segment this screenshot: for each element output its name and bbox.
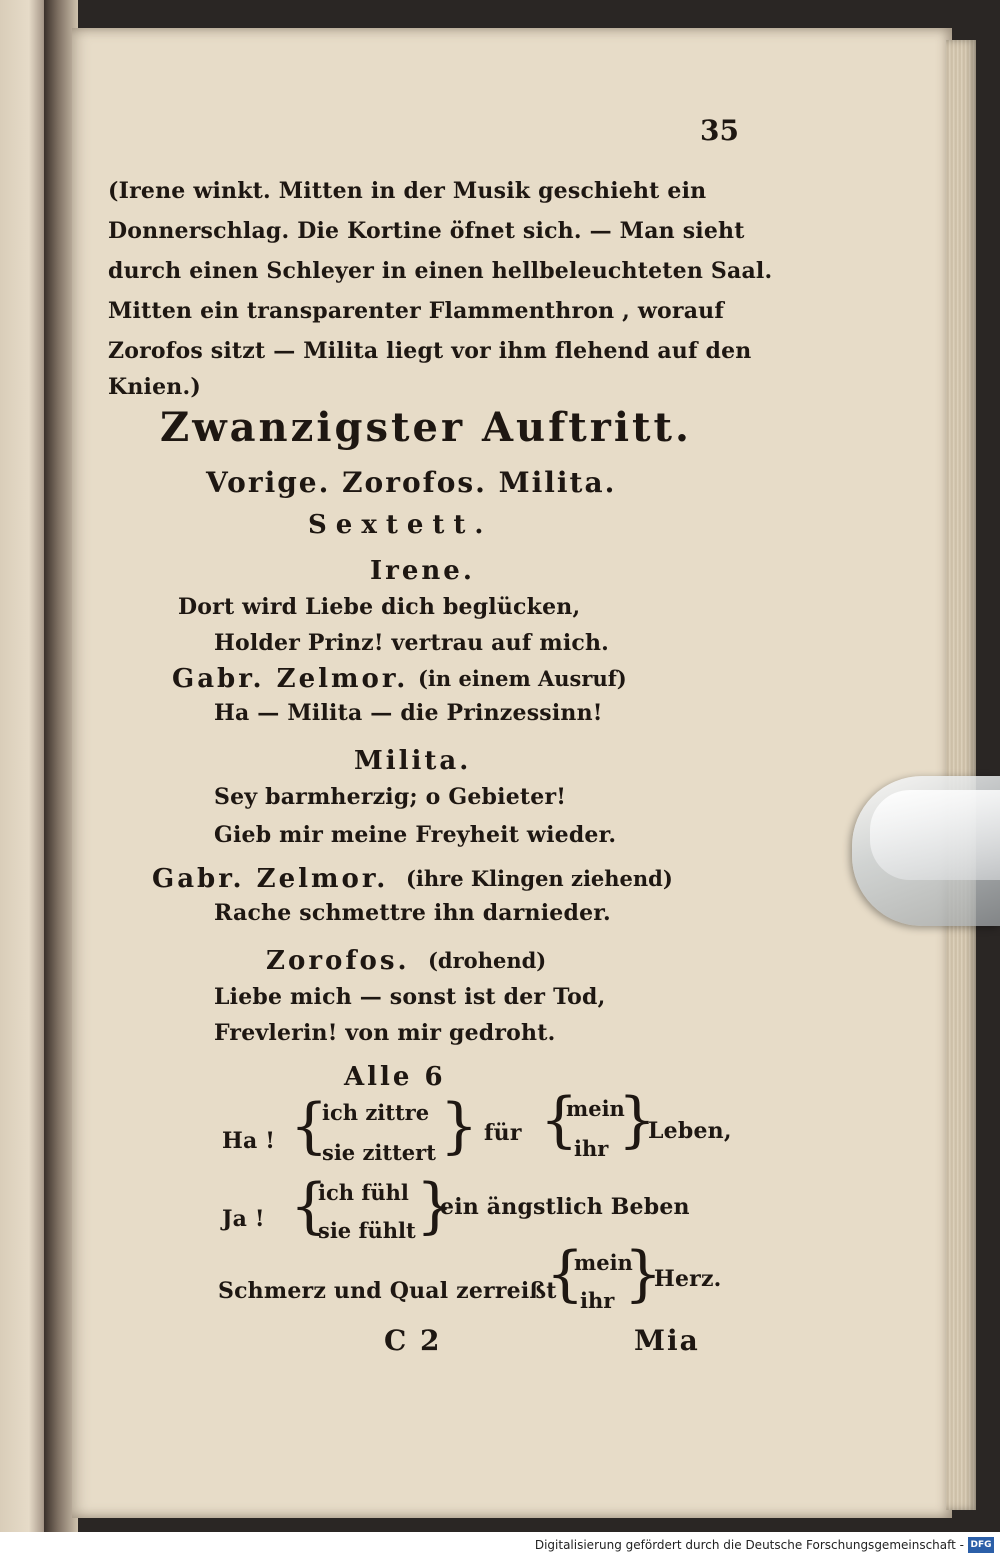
page-number: 35 [700, 114, 739, 147]
left-brace: { [546, 1239, 585, 1309]
ensemble-lead: Ha ! [222, 1128, 276, 1154]
ensemble-lead: Schmerz und Qual zerreißt [218, 1278, 557, 1304]
verse-line: Liebe mich — sonst ist der Tod, [214, 984, 606, 1010]
footer-bar [0, 1532, 1000, 1558]
right-brace: } [624, 1239, 663, 1309]
scene-title: Zwanzigster Auftritt. [160, 404, 692, 451]
speaker-gabr-zelmor: Gabr. Zelmor. [172, 664, 409, 694]
stage-direction: (in einem Ausruf) [418, 666, 627, 691]
verse-line: Holder Prinz! vertrau auf mich. [214, 630, 610, 656]
ensemble-tail: Herz. [654, 1266, 722, 1292]
ensemble-option: ihr [580, 1288, 615, 1313]
ensemble-option: mein [574, 1250, 633, 1275]
page-stack-edge [946, 40, 976, 1510]
speaker-gabr-zelmor: Gabr. Zelmor. [152, 864, 389, 894]
ensemble-tail: Leben, [648, 1118, 732, 1144]
stage-direction-line: durch einen Schleyer in einen hellbeleuchteten Saal. [108, 258, 773, 284]
dfg-logo: DFG [968, 1537, 994, 1553]
verse-line: Ha — Milita — die Prinzessinn! [214, 700, 603, 726]
stage-direction-line: Zorofos sitzt — Milita liegt vor ihm flehend auf den [108, 338, 752, 364]
left-brace: { [290, 1171, 329, 1241]
stage-direction-line: Mitten ein transparenter Flammenthron , worauf [108, 298, 725, 324]
ensemble-option: sie zittert [322, 1140, 436, 1165]
funding-notice: Digitalisierung gefördert durch die Deutsche Forschungsgemeinschaft - [534, 1538, 964, 1552]
verse-line: Gieb mir meine Freyheit wieder. [214, 822, 617, 848]
stage-direction-line: Knien.) [108, 374, 201, 400]
ensemble-tail: ein ängstlich Beben [440, 1194, 690, 1220]
catchword: Mia [634, 1324, 700, 1357]
left-brace: { [540, 1085, 579, 1155]
ensemble-option: mein [566, 1096, 625, 1121]
ensemble-option: sie fühlt [318, 1218, 416, 1243]
ensemble-lead: Ja ! [222, 1206, 265, 1232]
verse-line: Frevlerin! von mir gedroht. [214, 1020, 556, 1046]
verse-line: Sey barmherzig; o Gebieter! [214, 784, 567, 810]
right-brace: } [440, 1091, 479, 1161]
ensemble-option: ihr [574, 1136, 609, 1161]
right-brace: } [618, 1085, 657, 1155]
stage-direction-line: (Irene winkt. Mitten in der Musik geschieht ein [108, 178, 707, 204]
glass-page-holder-highlight [870, 790, 1000, 880]
ensemble-option: ich fühl [318, 1180, 409, 1205]
right-brace: } [416, 1171, 455, 1241]
signature-mark: C 2 [384, 1324, 442, 1357]
speaker-irene: Irene. [370, 556, 475, 586]
verse-line: Rache schmettre ihn darnieder. [214, 900, 611, 926]
stage-direction: (ihre Klingen ziehend) [406, 866, 673, 891]
speaker-milita: Milita. [354, 746, 472, 776]
verse-line: Dort wird Liebe dich beglücken, [178, 594, 581, 620]
scene-persons: Vorige. Zorofos. Milita. [206, 466, 617, 499]
left-brace: { [290, 1091, 329, 1161]
musical-form: Sextett. [308, 510, 493, 540]
stage-direction: (drohend) [428, 948, 547, 973]
ensemble-option: ich zittre [322, 1100, 430, 1125]
speaker-zorofos: Zorofos. [266, 946, 410, 976]
speaker-alle: Alle 6 [344, 1062, 446, 1092]
left-page-edge [0, 0, 48, 1532]
stage-direction-line: Donnerschlag. Die Kortine öfnet sich. — Man sieht [108, 218, 745, 244]
ensemble-connector: für [484, 1120, 522, 1146]
